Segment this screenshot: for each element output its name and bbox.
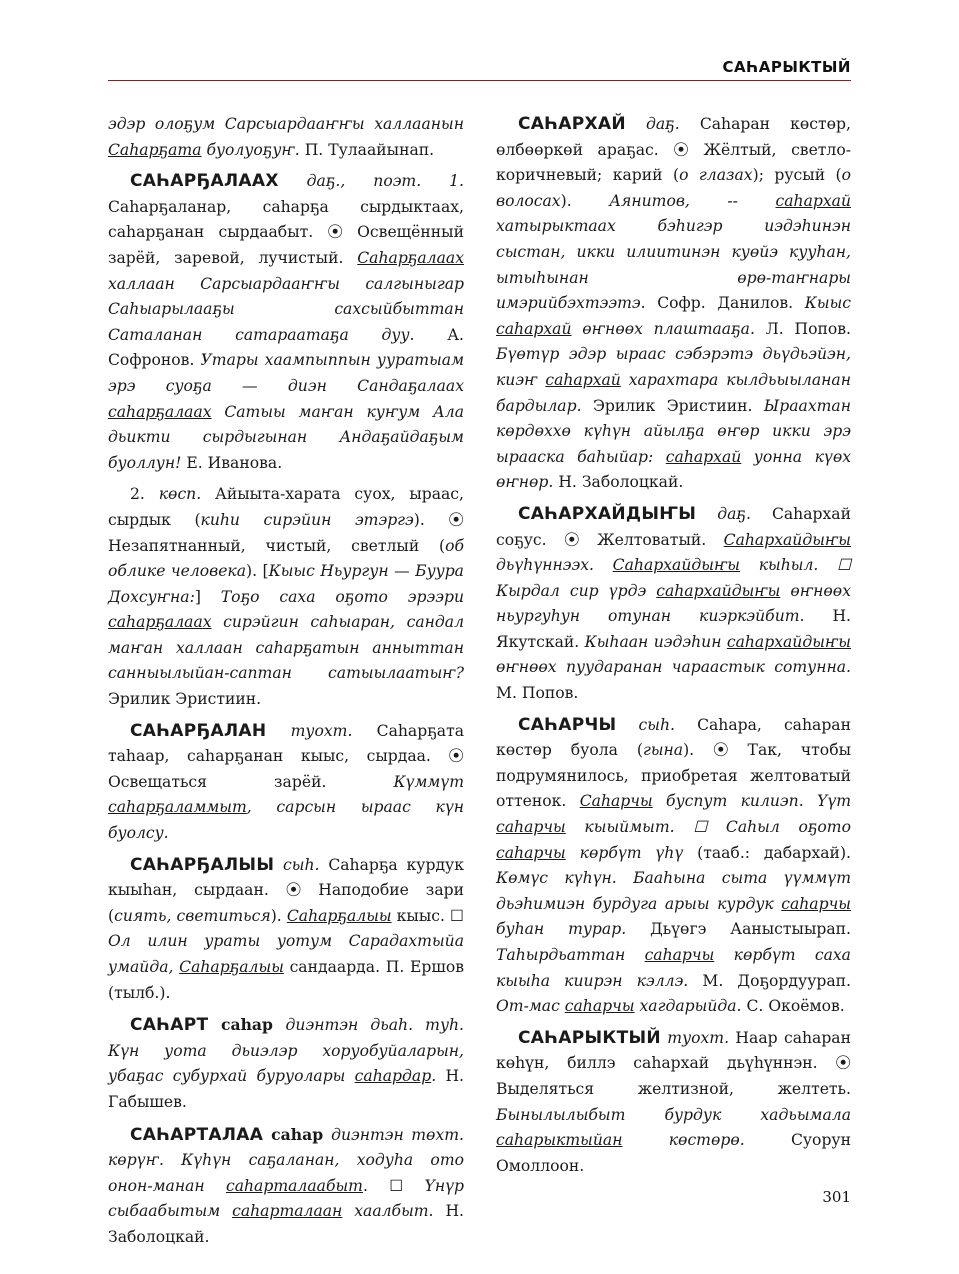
entry-sense-2: 2. көсп. Айыыта-харата суох, ыраас, сырдык (киһи сирэйин этэргэ). ⦿ Незапятнанный, чистый, светлый (об облике человека). [Кыыс Ньургун — Буура Дохсуҥна:] Тоҕо саха оҕото эрээри саһарҕалаах сирэйгин саһыаран, сандал маҥан халлаан саһарҕатын анныттан санныылыйан-саптан сатыылаатыҥ? Эрилик Эристиин. (108, 485, 465, 709)
headword: САҺАРТ (130, 1015, 209, 1036)
headword: САҺАРЫКТЫЙ (518, 1027, 661, 1048)
headword: САҺАРХАЙ (518, 114, 626, 134)
headword: САҺАРЧЫ (518, 714, 617, 735)
headword: САҺАРҔАЛААХ (130, 171, 279, 192)
entry-sahart: САҺАРТ саһар диэнтэн дьаһ. туһ. Күн уота дьиэлэр хоруобуйаларын, убаҕас субурхай буруолары саһардар. Н. Габышев. (108, 1015, 464, 1111)
headword: САҺАРХАЙДЫҤЫ (518, 503, 697, 524)
entry-saharchy: САҺАРЧЫ сыһ. Саһара, саһаран көстөр буола (гына). ⦿ Так, чтобы подрумянилось, приобретая желтоватый оттенок. Саһарчы буспут килиэп. Үүт саһарчы кыыймыт. ☐ Саһыл оҕото саһарчы көрбүт үһү (тааб.: дабархай). Көмүс күһүн. Бааһына сыта үүммүт дьэһимиэн бурдуга арыы курдук саһарчы буһан турар. Дьүөгэ Ааныстыырап. Таһырдьаттан саһарчы көрбүт саха кыыһа киирэн кэллэ. М. Доҕордуурап. От-мас саһарчы хагдарыйда. С. Окоёмов. (496, 714, 852, 1016)
header-rule (108, 80, 851, 81)
right-column (496, 112, 851, 1185)
headword: САҺАРҔАЛЫЫ (130, 854, 275, 875)
entry-saharkhay: САҺАРХАЙ даҕ. Саһаран көстөр, өлбөөркөй араҕас. ⦿ Жёлтый, светло-коричневый; карий (о глазах); русый (о волосах). Аянитов, -- саһархай хатырыктаах бэһигэр иэдэһинэн сыстан, икки илиитинэн куөйэ кууһан, ытыһынан өрө-таҥнары имэрийбэхтээтэ. Софр. Данилов. Кыыс саһархай өҥнөөх плаштааҕа. Л. Попов. Бүөтүр эдэр ыраас сэбэрэтэ дьүдьэйэн, киэҥ саһархай харахтара кылдьыыланан бардылар. Эрилик Эристиин. Ыраахтан көрдөххө күһүн айылҕа өҥөр икки эрэ ырааска баһыйар: саһархай уонна күөх өҥнөр. Н. Заболоцкай. (496, 114, 851, 492)
running-head: САҺАРЫКТЫЙ (722, 58, 851, 76)
entry-saharyktyy: САҺАРЫКТЫЙ туохт. Наар саһаран көһүн, биллэ саһархай дьүһүннэн. ⦿ Выделяться желтизной, желтеть. Бынылылыбыт бурдук хадьымала саһарыктыйан көстөрө. Суорун Омоллоон. (496, 1027, 851, 1175)
headword: САҺАРТАЛАА (130, 1124, 264, 1145)
entry-saharghalaakh: САҺАРҔАЛААХ даҕ., поэт. 1. Саһарҕаланар, саһарҕа сырдыктаах, саһарҕанан сырдаабыт. ⦿ Освещённый зарёй, заревой, лучистый. Саһарҕалаах халлаан Сарсыардааҥҥы салгыныгар Саһыарылааҕы сахсыйбыттан Саталанан сатараатаҕа дуу. А. Софронов. Утары хаампыппын ууратыам эрэ суоҕа — диэн Сандаҕалаах саһарҕалаах Сатыы маҥан куҥум Ала дьикти сырдыгынан Андаҕайдаҕым буоллун! Е. Иванова. (108, 171, 464, 472)
entry-saharkhaydyngy: САҺАРХАЙДЫҤЫ даҕ. Саһархай соҕус. ⦿ Желтоватый. Саһархайдыҥы дьүһүннээх. Саһархайдыҥы кыһыл. ☐ Кырдал сир үрдэ саһархайдыҥы өҥнөөх ньургуһун отунан киэркэйбит. Н. Якутскай. Кыһаан иэдэһин саһархайдыҥы өҥнөөх пуударанан чараастык сотунна. М. Попов. (496, 503, 851, 703)
page-number: 301 (822, 1188, 851, 1206)
entry-continuation: эдэр олоҕум Сарсыардааҥҥы халлаанын Саһарҕата буолуоҕуҥ. П. Тулаайынап. (108, 115, 464, 159)
left-column (108, 112, 464, 1257)
entry-sahartalaa: САҺАРТАЛАА саһар диэнтэн төхт. көрүҥ. Күһүн саҕаланан, ходуһа ото онон-манан саһарталаабыт. ☐ Үнүр сыбаабытым саһарталаан хаалбыт. Н. Заболоцкай. (108, 1124, 464, 1246)
headword: САҺАРҔАЛАН (130, 720, 267, 741)
entry-saharghalan: САҺАРҔАЛАН туохт. Саһарҕата таһаар, саһарҕанан кыыс, сырдаа. ⦿ Освещаться зарёй. Күммүт саһарҕаламмыт, сарсын ыраас күн буолсу. (108, 720, 464, 843)
entry-saharghalyy: САҺАРҔАЛЫЫ сыһ. Саһарҕа курдук кыыһан, сырдаан. ⦿ Наподобие зари (сиять, светиться). Саһарҕалыы кыыс. ☐ Ол илин ураты уотум Сарадахтыйа умайда, Саһарҕалыы сандаарда. П. Ершов (тылб.). (108, 854, 464, 1002)
